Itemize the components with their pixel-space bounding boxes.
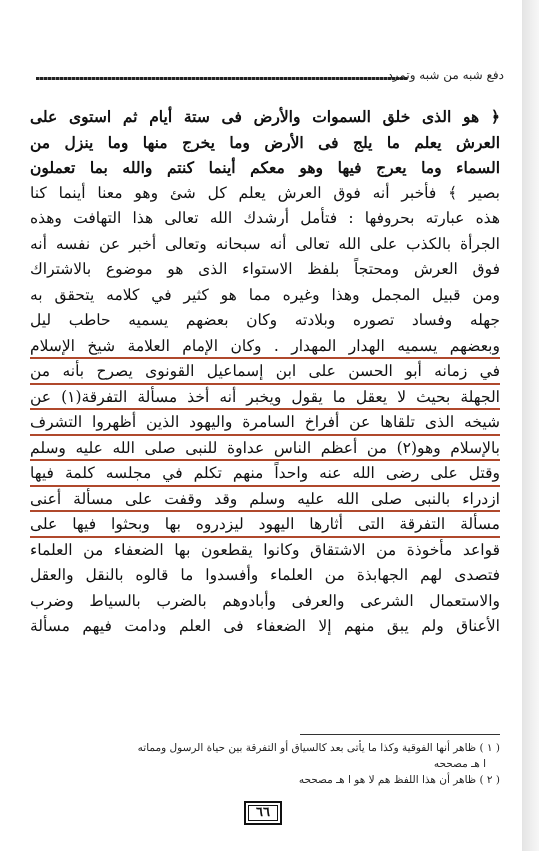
body-line: العرش يعلم ما يلج فى الأرض وما يخرج منها وما ينزل من xyxy=(30,132,500,152)
footnotes xyxy=(30,740,500,788)
body-line: بصير ﴾ فأخبر أنه فوق العرش يعلم كل شئ وهو معنا أينما كنا xyxy=(30,183,500,202)
body-line: الأعناق ولم يبق منهم إلا الضعفاء فى العلم ودامت فيهم مسألة xyxy=(30,617,500,635)
underlined-body-line: في زمانه أبو الحسن على ابن إسماعيل القونوى يصرح بأنه من xyxy=(30,359,500,385)
underlined-body-line: وبعضهم يسميه الهدار المهدار . وكان الإمام العلامة شيخ الإسلام xyxy=(30,334,500,360)
body-line: قواعد مأخوذة من الاشتقاق وكانوا يقطعون بها الضعفاء من العلماء xyxy=(30,540,500,559)
footnote-line: ( ١ ) ظاهر أنها الفوقية وكذا ما يأتى بعد كالسياق أو التفرقة بين حياة الرسول ومماته xyxy=(137,742,500,754)
underlined-body-line: وقتل على رضى الله عنه واحداً منهم تكلم في مجلسه كلمة فيها xyxy=(30,461,500,487)
body-line: ومن قبيل المجمل وهذا وغيره مما هو كثير في كلامه يتحقق به xyxy=(30,285,500,304)
underlined-body-line: ازدراء بالنبى صلى الله عليه وسلم وقد وقفت على مسألة أعنى xyxy=(30,487,500,513)
underlined-body-line: الجهلة بحيث لا يعقل ما يقول ويخبر أنه أخذ مسألة التفرقة(١) عن xyxy=(30,385,500,411)
underlined-body-line: مسألة التفرقة التى أثارها اليهود ليزدروه بها وبحثوا فيها على xyxy=(30,512,500,538)
running-title: دفع شبه من شبه وتمرد xyxy=(387,68,504,82)
body-line: ﴿ هو الذى خلق السموات والأرض فى ستة أيام ثم استوى على xyxy=(30,107,500,126)
footnote-separator xyxy=(300,734,500,735)
footnote-line: ( ٢ ) ظاهر أن هذا اللفظ هم لا هو ا هـ مصححه xyxy=(298,774,500,786)
running-header xyxy=(36,68,512,86)
body-line: السماء وما يعرج فيها وهو معكم أينما كنتم والله بما تعملون xyxy=(30,158,500,177)
underlined-body-line: بالإسلام وهو(٢) من أعظم الناس عداوة للنبى صلى الله عليه وسلم xyxy=(30,436,500,462)
footnote-line: ا هـ مصححه xyxy=(433,758,486,770)
body-line: هذه عبارته بحروفها : فتأمل أرشدك الله تعالى هذا التهافت وهذه xyxy=(30,209,500,227)
underlined-body-line: شيخه الذى تلقاها عن أفراخ السامرة واليهود الذين أظهروا التشرف xyxy=(30,410,500,436)
page-body xyxy=(30,104,500,640)
body-line: جهله وفساد تصوره وبلادته وكان بعضهم يسميه حاطب ليل xyxy=(30,311,500,329)
body-line: والاستعمال الشرعى والعرفى وأبادوهم بالضرب بالسياط وضرب xyxy=(30,591,500,610)
page-number: ٦٦ xyxy=(244,801,282,825)
page-gutter xyxy=(522,0,539,851)
body-line: الجرأة بالكذب على الله تعالى أنه سبحانه وتعالى أخبر عن نفسه أنه xyxy=(30,234,500,253)
body-line: فوق العرش ومحتجاً بلفظ الاستواء الذى هو موضوع بالاشتراك xyxy=(30,260,500,278)
body-line: فتصدى لهم الجهابذة من العلماء وأفسدوا ما قالوه بالنقل والعقل xyxy=(30,566,500,584)
header-rule xyxy=(36,77,408,80)
